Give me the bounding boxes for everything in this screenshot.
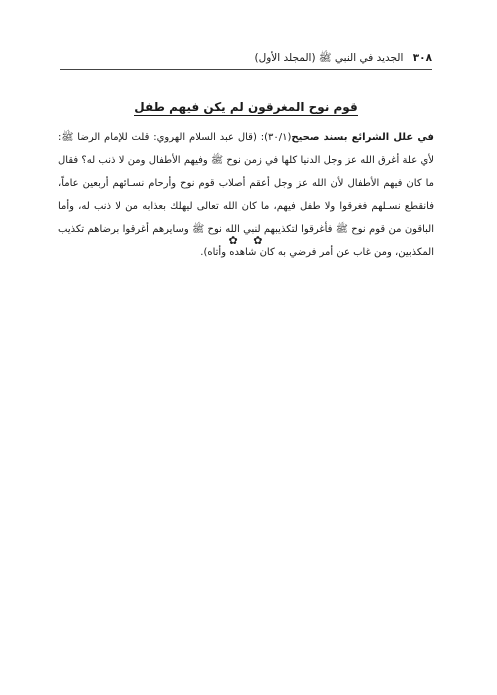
section-heading — [60, 98, 432, 116]
flower-ornament-separator: ✿ ✿ — [228, 234, 269, 247]
passage-text: : (قال عبد السلام الهروي: قلت للإمام الرضا ﷺ: لأي علة أغرق الله عز وجل الدنيا كلها في زمن نوح ﷺ وفيهم الأطفال ومن لا ذنب له؟ فقال ما كان فيهم الأطفال لأن الله عز وجل أعقم أصلاب قوم نوح وأرحام نسـائهم أربعين عاماً، فانقطع نسـلهم فغرقوا ولا طفل فيهم، ما كان الله تعالى ليهلك بعذابه من لا ذنب له، وأما الباقون من قوم نوح ﷺ فأغرقوا لتكذيبهم لنبي الله نوح ﷺ وسايرهم أغرقوا برضاهم تكذيب المكذبين، ومن غاب عن أمر فرضي به كان شاهده وأتاه). — [58, 132, 434, 258]
section-title-text: قوم نوح المغرقون لم يكن فيهم طفل — [134, 100, 358, 114]
running-header — [60, 50, 432, 66]
book-title: الجديد في النبي ﷺ (المجلد الأول) — [254, 52, 404, 64]
source-label: في علل الشرائع بسند صحيح — [291, 132, 434, 143]
citation-reference: (٣٠/١) — [264, 132, 292, 143]
header-divider — [60, 69, 432, 70]
page-number: ٣٠٨ — [412, 52, 432, 64]
